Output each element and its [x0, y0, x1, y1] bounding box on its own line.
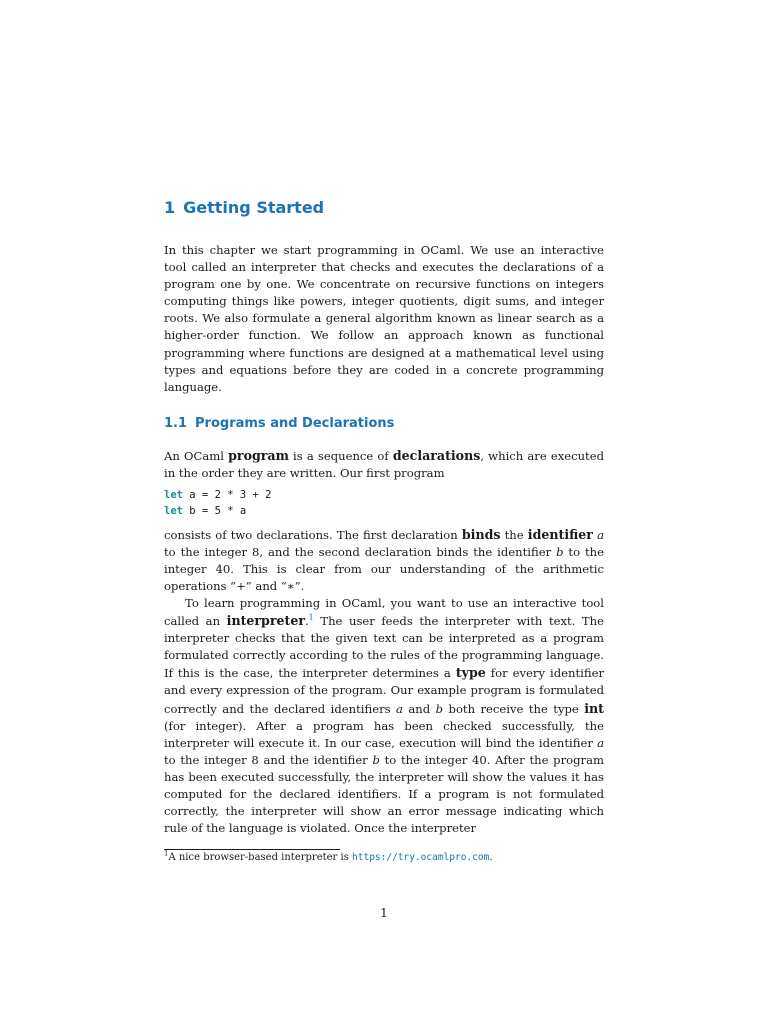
text-run: To learn programming in OCaml, you want to use an interactive tool called an — [164, 596, 604, 629]
section-title — [164, 416, 394, 431]
text-run: and — [402, 701, 436, 716]
chapter-title-text: Getting Started — [183, 198, 325, 217]
document-page — [164, 0, 604, 1024]
footnote-url-link[interactable]: https://try.ocamlpro.com — [352, 852, 490, 863]
text-run: the — [500, 528, 528, 542]
text-run: both receive the type — [443, 701, 585, 716]
code-line-2: b = 5 * a — [182, 504, 247, 517]
footnote-text: A nice browser-based interpreter is — [168, 852, 353, 863]
text-run: to the integer 40. After the program has been executed successfully, the interpreter will show the values it has computed for the declared identifiers. If a program is not formulated correctly, the interpreter will show an error message indicating which rule of the language is violated. Once the interpreter — [164, 752, 604, 836]
chapter-number: 1 — [164, 198, 176, 217]
chapter-title — [164, 198, 324, 217]
term-interpreter: interpreter — [226, 613, 305, 629]
term-binds: binds — [461, 527, 501, 542]
footnote — [164, 851, 493, 865]
footnote-end: . — [489, 852, 493, 863]
text-run: The user feeds the interpreter with text. The interpreter checks that the given text can be interpreted as a program formulated correctly according to the rules of the programming language. If this is the case, the interpreter determines a — [164, 614, 604, 681]
text-run: to the integer 8, and the second declaration binds the identifier — [164, 545, 557, 560]
term-type: type — [455, 665, 486, 681]
declarations-paragraph — [164, 526, 604, 595]
intro-paragraph: In this chapter we start programming in OCaml. We use an interactive tool called an interpreter that checks and executes the declarations of a program one by one. We concentrate on recursive functions on integers computing things like powers, integer quotients, digit sums, and integer roots. We also formulate a general algorithm known as linear search as a higher-order function. We follow an approach known as functional programming where functions are designed at a mathematical level using types and equations before they are coded in a concrete programming language. — [164, 243, 604, 394]
math-var: a — [396, 701, 403, 716]
footnote-divider — [164, 849, 340, 850]
footnote-mark: 1 — [164, 849, 169, 858]
page-number: 1 — [380, 906, 388, 920]
code-keyword: let — [164, 489, 183, 501]
section-number: 1.1 — [164, 416, 188, 431]
footnote-reference-link[interactable]: 1 — [308, 613, 314, 623]
code-block — [164, 488, 271, 519]
math-var: b — [372, 752, 380, 767]
code-keyword: let — [164, 504, 183, 517]
math-var: b — [435, 701, 444, 716]
text-run: An OCaml — [164, 449, 229, 463]
term-program: program — [228, 448, 289, 463]
term-declarations: declarations — [392, 448, 481, 463]
term-identifier: identifier — [527, 527, 593, 542]
text-run: is a sequence of — [288, 449, 393, 463]
text-run: (for integer). After a program has been checked successfully, the interpreter will execute it. In our case, execution will bind the identifier — [164, 718, 604, 750]
program-definition-paragraph — [164, 447, 604, 482]
section-title-text: Programs and Declarations — [195, 416, 395, 431]
text-run: . — [304, 614, 309, 629]
text-run: consists of two declarations. The first declaration — [164, 528, 462, 542]
text-run: , which are executed in the order they are written. Our first program — [164, 449, 604, 481]
interpreter-paragraph — [164, 595, 604, 837]
math-var: a — [597, 528, 605, 542]
math-var: a — [597, 735, 604, 750]
code-line-1: a = 2 * 3 + 2 — [182, 489, 272, 501]
text-run: to the integer 8 and the identifier — [164, 752, 373, 767]
text-run: for every identifier and every expression of the program. Our example program is formulated correctly and the declared identifiers — [164, 666, 605, 716]
term-int: int — [584, 700, 604, 716]
math-var: b — [556, 545, 564, 560]
text-run: to the integer 40. This is clear from our understanding of the arithmetic operations “+” and “∗”. — [164, 545, 604, 594]
